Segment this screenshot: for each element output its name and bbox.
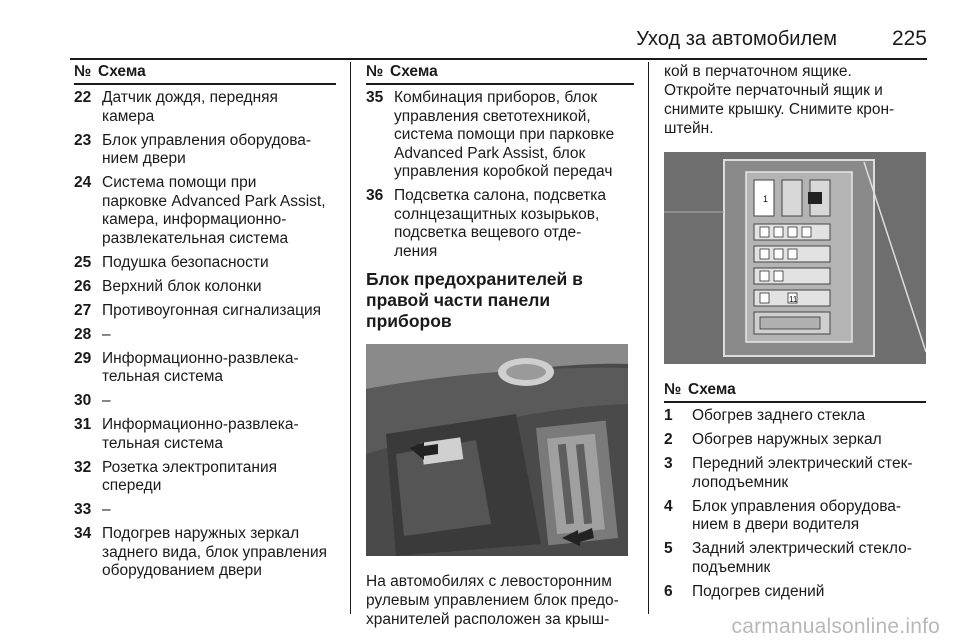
row-text: Подушка безопасности [102, 253, 269, 271]
row-number: 23 [74, 131, 92, 149]
row-number: 6 [664, 582, 673, 600]
table-row [74, 302, 336, 321]
row-number: 4 [664, 497, 673, 515]
table-row [74, 132, 336, 169]
table-row [74, 525, 336, 581]
row-number: 33 [74, 501, 92, 518]
page-title: Уход за автомобилем [636, 28, 837, 50]
row-number: 29 [74, 349, 92, 367]
fuse-table-2 [366, 89, 634, 261]
row-number: 5 [664, 540, 673, 557]
body-paragraph: На автомобилях с левосторонним рулевым управлением блок предо- хранителей расположен за крыш- [366, 573, 619, 628]
page-number: 225 [891, 27, 927, 50]
table-header-label: Схема [688, 381, 736, 398]
table-row [664, 583, 926, 602]
body-paragraph: кой в перчаточном ящике. Откройте перчаточный ящик и снимите крышку. Снимите крон- штейн. [664, 63, 895, 137]
row-text: – [102, 325, 111, 343]
row-text: Передний электрический стек- лоподъемник [692, 455, 913, 491]
row-text: Обогрев заднего стекла [692, 407, 866, 424]
row-text: Обогрев наружных зеркал [692, 431, 882, 448]
table-row [74, 459, 336, 496]
row-number: 24 [74, 174, 92, 191]
table-header-num: № [664, 381, 682, 398]
row-text: Блок управления оборудова- нием двери [102, 131, 312, 167]
row-text: Задний электрический стекло- подъемник [692, 540, 912, 576]
column-divider [350, 62, 351, 614]
column-middle [366, 62, 634, 629]
watermark: carmanualsonline.info [731, 615, 940, 638]
section-heading: Блок предохранителей в правой части панели приборов [366, 269, 583, 331]
fuse-label: 1 [763, 194, 769, 204]
table-row [74, 326, 336, 345]
row-text: – [102, 501, 111, 518]
fuse-table-1 [74, 89, 336, 581]
row-number: 31 [74, 416, 92, 433]
table-header-num: № [74, 63, 92, 80]
row-number: 27 [74, 301, 92, 319]
row-number: 30 [74, 392, 92, 409]
column-divider [648, 62, 649, 614]
table-row [74, 350, 336, 387]
column-right [664, 62, 926, 607]
row-number: 2 [664, 431, 673, 448]
row-text: Подогрев наружных зеркал заднего вида, блок управления оборудованием двери [102, 525, 328, 579]
page-header [70, 0, 927, 60]
table-row [664, 407, 926, 426]
table-row [664, 540, 926, 577]
row-number: 34 [74, 525, 92, 542]
fuse-box-diagram [664, 152, 926, 364]
table-row [664, 498, 926, 535]
row-number: 26 [74, 277, 92, 295]
fuse-label: 11 [789, 295, 798, 304]
table-row [74, 89, 336, 126]
row-text: Розетка электропитания спереди [102, 458, 278, 494]
table-row [74, 416, 336, 453]
row-text: Система помощи при парковке Advanced Park Assist, камера, информационно- развлекательная система [102, 174, 326, 247]
row-text: Противоугонная сигнализация [102, 301, 322, 319]
table-header-num: № [366, 63, 384, 80]
table-row [74, 501, 336, 520]
table-header-label: Схема [98, 63, 146, 80]
row-text: Подогрев сидений [692, 582, 825, 600]
table-row [74, 254, 336, 273]
row-number: 25 [74, 253, 92, 271]
table-row [366, 89, 634, 182]
row-text: Верхний блок колонки [102, 277, 262, 295]
row-text: Информационно-развлека- тельная система [102, 416, 299, 452]
table-row [74, 278, 336, 297]
row-text: Подсветка салона, подсветка солнцезащитных козырьков, подсветка вещевого отде- ления [394, 187, 607, 260]
row-number: 28 [74, 325, 92, 343]
table-row [74, 174, 336, 248]
row-text: Датчик дождя, передняя камера [102, 89, 278, 125]
row-number: 35 [366, 89, 384, 106]
row-number: 3 [664, 455, 673, 472]
table-row [664, 455, 926, 492]
table-header [366, 62, 634, 85]
row-text: – [102, 392, 111, 409]
row-number: 32 [74, 458, 92, 476]
row-number: 36 [366, 187, 384, 204]
row-number: 1 [664, 407, 673, 424]
table-header [664, 380, 926, 403]
column-left [74, 62, 336, 586]
fuse-table-3 [664, 407, 926, 601]
row-text: Комбинация приборов, блок управления светотехникой, система помощи при парковке Advanced Park Assist, блок управления коробкой передач [394, 89, 615, 180]
table-row [366, 187, 634, 261]
glovebox-photo [366, 344, 628, 556]
table-row [664, 431, 926, 450]
table-row [74, 392, 336, 411]
table-header [74, 62, 336, 85]
row-text: Информационно-развлека- тельная система [102, 349, 299, 385]
table-header-label: Схема [390, 63, 438, 80]
row-number: 22 [74, 89, 92, 106]
row-text: Блок управления оборудова- нием в двери водителя [692, 497, 902, 533]
